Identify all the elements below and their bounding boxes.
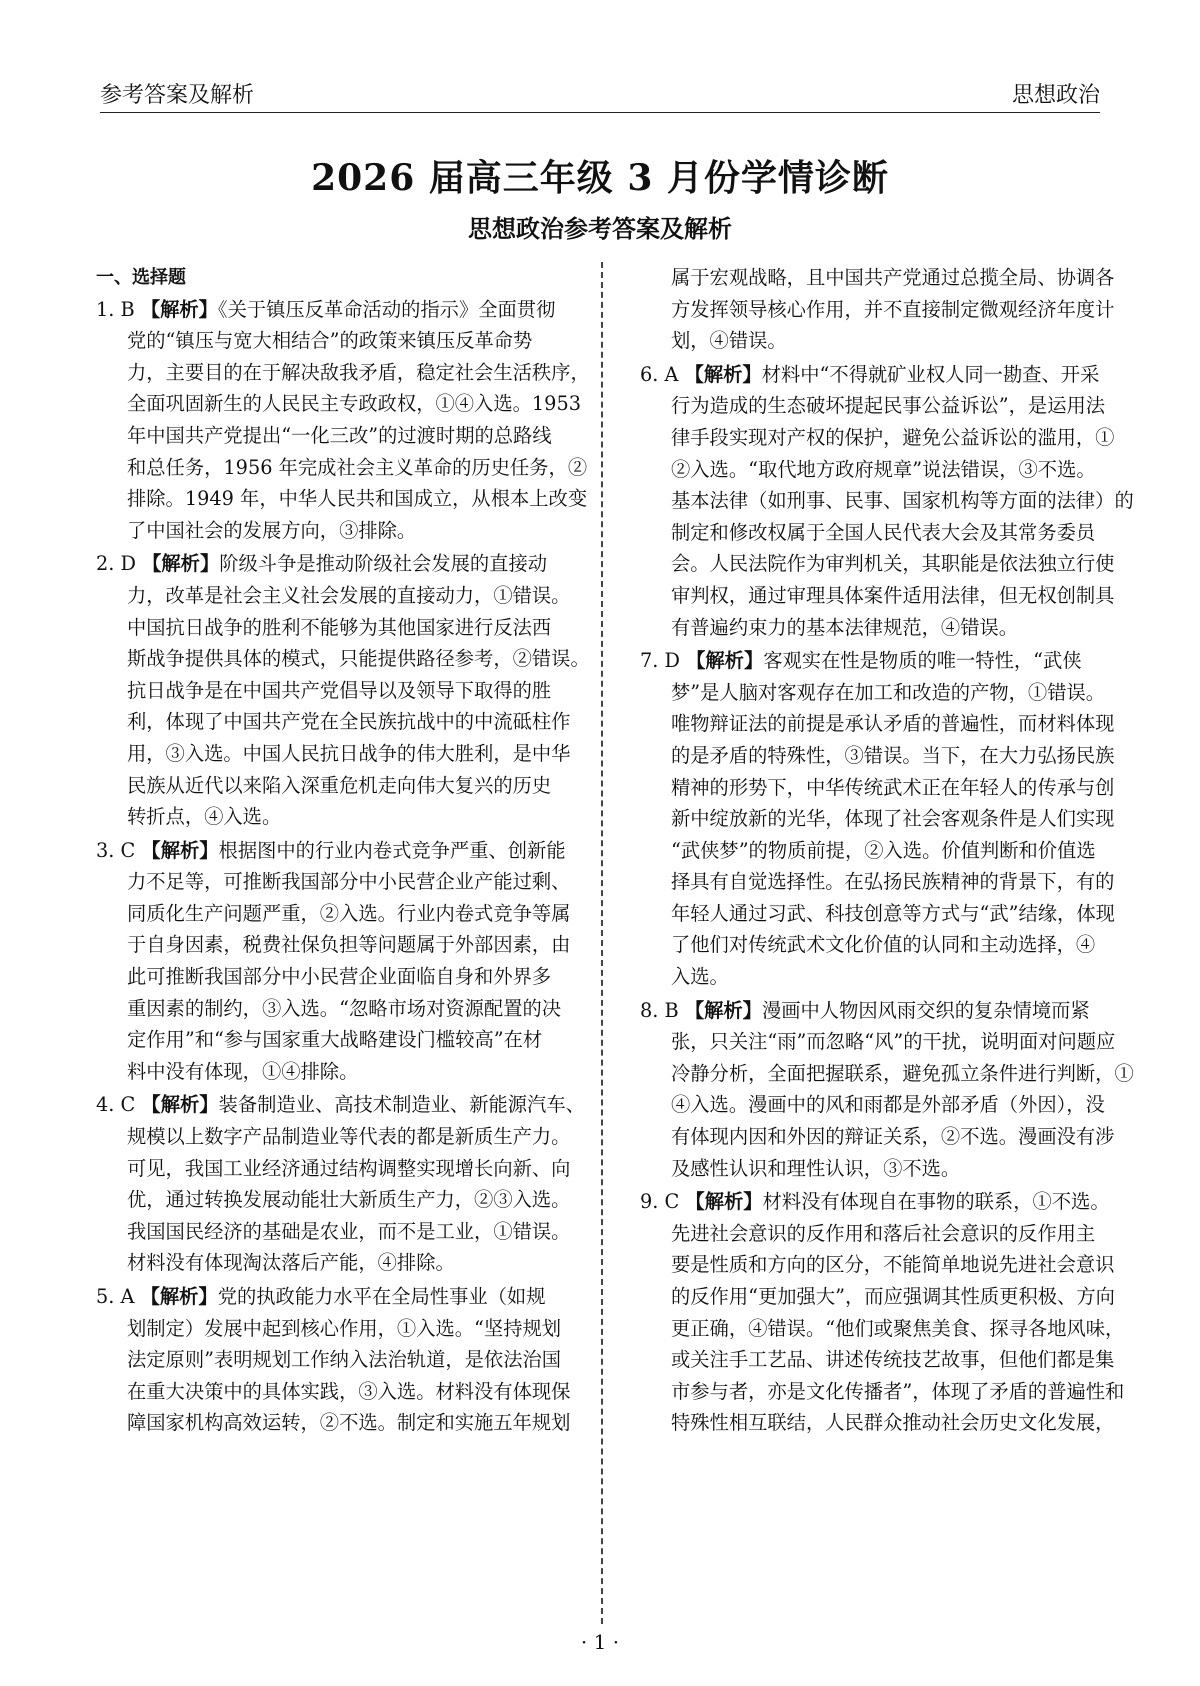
answer-line: 用，③入选。中国人民抗日战争的伟大胜利，是中华 (127, 741, 571, 765)
analysis-tag: 【解析】 (686, 649, 764, 673)
answer-line: 党的“镇压与宽大相结合”的政策来镇压反革命势 (127, 329, 533, 353)
answer-line: 市参与者，亦是文化传播者”，体现了矛盾的普遍性和 (671, 1379, 1125, 1403)
answer-line: 于自身因素，税费社保负担等问题属于外部因素，由 (127, 933, 571, 957)
answer-line: 会。人民法院作为审判机关，其职能是依法独立行使 (671, 552, 1115, 576)
answer-line (640, 1186, 1132, 1218)
answer-number: 9. C (640, 1190, 686, 1214)
running-header-right: 思想政治 (1011, 83, 1100, 108)
continued-answer (640, 262, 1132, 357)
answer-line: 排除。1949 年，中华人民共和国成立，从根本上改变 (127, 487, 588, 511)
answer-line: 利，体现了中国共产党在全民族抗战中的中流砥柱作 (127, 710, 571, 734)
answer-number: 4. C (96, 1093, 142, 1117)
answer-line: 新中绽放新的光华，体现了社会客观条件是人们实现 (671, 807, 1115, 831)
answer-number: 2. D (96, 552, 143, 576)
answer-line: 冷静分析，全面把握联系，避免孤立条件进行判断，① (671, 1061, 1134, 1085)
answer-line: 划制定）发展中起到核心作用，①入选。“坚持规划 (127, 1316, 562, 1340)
answer-line: 此可推断我国部分中小民营企业面临自身和外界多 (127, 965, 552, 989)
answer-line: 力不足等，可推断我国部分中小民营企业产能过剩、 (127, 870, 571, 894)
answer-line: ④入选。漫画中的风和雨都是外部矛盾（外因），没 (671, 1093, 1105, 1117)
answer-line: 了中国社会的发展方向，③排除。 (127, 518, 417, 542)
answer-item (640, 1186, 1132, 1439)
page-title: 2026 届高三年级 3 月份学情诊断 (311, 157, 889, 199)
answer-line: 材料没有体现淘汰落后产能，④排除。 (127, 1251, 455, 1275)
left-column (96, 262, 588, 1441)
answer-item (96, 1281, 588, 1439)
answer-line: 律手段实现对产权的保护，避免公益诉讼的滥用，① (671, 425, 1115, 449)
answer-line: 可见，我国工业经济通过结构调整实现增长向新、向 (127, 1156, 571, 1180)
answer-line: 力，主要目的在于解决敌我矛盾，稳定社会生活秩序， (127, 360, 590, 384)
answer-line: 年中国共产党提出“一化三改”的过渡时期的总路线 (127, 423, 552, 447)
answer-text: 《关于镇压反革命活动的指示》全面贯彻 (217, 297, 556, 321)
header-rule (100, 112, 1100, 113)
answer-item (96, 835, 588, 1088)
answer-line: 唯物辩证法的前提是承认矛盾的普遍性，而材料体现 (671, 712, 1115, 736)
answer-item (640, 359, 1132, 643)
answer-line: 障国家机构高效运转，②不选。制定和实施五年规划 (127, 1411, 571, 1435)
page-number: · 1 · (580, 1630, 620, 1654)
answer-line: 先进社会意识的反作用和落后社会意识的反作用主 (671, 1221, 1096, 1245)
answer-line: 特殊性相互联结，人民群众推动社会历史文化发展， (671, 1411, 1115, 1435)
answer-line: 要是性质和方向的区分，不能简单地说先进社会意识 (671, 1253, 1115, 1277)
answer-line: 年轻人通过习武、科技创意等方式与“武”结缘，体现 (671, 901, 1115, 925)
answer-line: 择具有自觉选择性。在弘扬民族精神的背景下，有的 (671, 870, 1115, 894)
answer-line: 的反作用“更加强大”，而应强调其性质更积极、方向 (671, 1285, 1115, 1308)
answer-line: 审判权，通过审理具体案件适用法律，但无权创制具 (671, 583, 1115, 607)
page-subtitle: 思想政治参考答案及解析 (468, 215, 732, 243)
answer-line: 精神的形势下，中华传统武术正在年轻人的传承与创 (671, 775, 1115, 799)
answer-number: 1. B (96, 297, 141, 321)
answer-line (640, 645, 1132, 677)
answer-line: 全面巩固新生的人民民主专政政权，①④入选。1953 (127, 392, 581, 416)
answer-line: 更正确，④错误。“他们或聚焦美食、探寻各地风味， (671, 1316, 1125, 1340)
right-answer-list (640, 359, 1132, 1439)
right-column (640, 262, 1132, 1441)
analysis-tag: 【解析】 (141, 838, 219, 862)
answer-line: 或关注手工艺品、讲述传统技艺故事，但他们都是集 (671, 1348, 1115, 1372)
answer-line: 基本法律（如刑事、民事、国家机构等方面的法律）的 (671, 489, 1134, 513)
answer-line: 转折点，④入选。 (127, 805, 282, 829)
answer-line: 有体现内因和外因的辩证关系，②不选。漫画没有涉 (671, 1125, 1115, 1149)
analysis-tag: 【解析】 (140, 297, 218, 321)
column-divider (601, 262, 603, 1624)
answer-line (640, 995, 1132, 1027)
answer-line: 我国国民经济的基础是农业，而不是工业，①错误。 (127, 1219, 571, 1243)
answer-line: 民族从近代以来陷入深重危机走向伟大复兴的历史 (127, 773, 552, 797)
answer-text: 材料中“不得就矿业权人同一勘查、开采 (761, 362, 1100, 386)
answer-line: “武侠梦”的物质前提，②入选。价值判断和价值选 (671, 838, 1096, 862)
answer-line (96, 1089, 588, 1121)
answer-line (96, 835, 588, 867)
answer-line: 力，改革是社会主义社会发展的直接动力，①错误。 (127, 583, 571, 607)
left-answer-list (96, 294, 588, 1439)
analysis-tag: 【解析】 (141, 1093, 219, 1117)
answer-line: ②入选。“取代地方政府规章”说法错误，③不选。 (671, 457, 1096, 481)
answer-line: 规模以上数字产品制造业等代表的都是新质生产力。 (127, 1125, 571, 1149)
analysis-tag: 【解析】 (140, 1285, 218, 1308)
answer-text: 党的执政能力水平在全局性事业（如规 (217, 1285, 546, 1308)
answer-line: 中国抗日战争的胜利不能够为其他国家进行反法西 (127, 615, 552, 639)
answer-line: 同质化生产问题严重，②入选。行业内卷式竞争等属 (127, 901, 571, 925)
answer-line: 了他们对传统武术文化价值的认同和主动选择，④ (671, 933, 1096, 957)
answer-text: 客观实在性是物质的唯一特性，“武侠 (763, 649, 1082, 673)
answer-line: 的是矛盾的特殊性，③错误。当下，在大力弘扬民族 (671, 743, 1115, 767)
answer-text: 漫画中人物因风雨交织的复杂情境而紧 (761, 998, 1090, 1022)
answer-item (96, 1089, 588, 1279)
section-heading: 一、选择题 (96, 267, 186, 288)
answer-text: 材料没有体现自在事物的联系，①不选。 (762, 1190, 1110, 1214)
answer-text: 阶级斗争是推动阶级社会发展的直接动 (219, 552, 548, 576)
answer-line: 优，通过转换发展动能壮大新质生产力，②③入选。 (127, 1188, 571, 1212)
analysis-tag: 【解析】 (142, 552, 220, 576)
answer-line: 有普遍约束力的基本法律规范，④错误。 (671, 615, 1019, 639)
answer-number: 6. A (640, 362, 685, 386)
answer-number: 5. A (96, 1285, 141, 1308)
answer-item (96, 294, 588, 547)
answer-number: 8. B (640, 998, 685, 1022)
answer-line: 斯战争提供具体的模式，只能提供路径参考，②错误。 (127, 647, 590, 671)
answer-line: 定作用”和“参与国家重大战略建设门槛较高”在材 (127, 1028, 543, 1052)
answer-number: 3. C (96, 838, 142, 862)
answer-line: 及感性认识和理性认识，③不选。 (671, 1156, 961, 1180)
answer-line (96, 294, 588, 326)
answer-line: 行为造成的生态破坏提起民事公益诉讼”，是运用法 (671, 394, 1106, 418)
answer-line: 属于宏观战略，且中国共产党通过总揽全局、协调各 (671, 266, 1115, 289)
answer-item (640, 995, 1132, 1185)
answer-line (96, 1281, 588, 1313)
answer-line: 重因素的制约，③入选。“忽略市场对资源配置的决 (127, 996, 562, 1020)
answer-line: 张，只关注“雨”而忽略“风”的干扰，说明面对问题应 (671, 1030, 1116, 1054)
answer-item (640, 645, 1132, 993)
analysis-tag: 【解析】 (684, 998, 762, 1022)
answer-text: 装备制造业、高技术制造业、新能源汽车、 (218, 1093, 585, 1117)
answer-number: 7. D (640, 649, 687, 673)
analysis-tag: 【解析】 (685, 1190, 763, 1214)
answer-line: 梦”是人脑对客观存在加工和改造的产物，①错误。 (671, 680, 1106, 704)
answer-line: 法定原则”表明规划工作纳入法治轨道，是依法治国 (127, 1348, 562, 1372)
answer-line: 和总任务，1956 年完成社会主义革命的历史任务，② (127, 455, 588, 479)
answer-line: 在重大决策中的具体实践，③入选。材料没有体现保 (127, 1379, 571, 1403)
running-header-left: 参考答案及解析 (100, 83, 255, 108)
answer-line: 抗日战争是在中国共产党倡导以及领导下取得的胜 (127, 678, 552, 702)
answer-line: 入选。 (671, 965, 729, 989)
analysis-tag: 【解析】 (684, 362, 762, 386)
answer-line: 制定和修改权属于全国人民代表大会及其常务委员 (671, 520, 1096, 544)
answer-line: 料中没有体现，①④排除。 (127, 1059, 359, 1083)
answer-text: 根据图中的行业内卷式竞争严重、创新能 (218, 838, 566, 862)
answer-line (96, 548, 588, 580)
answer-item (96, 548, 588, 832)
answer-line: 划，④错误。 (671, 329, 787, 353)
answer-line: 方发挥领导核心作用，并不直接制定微观经济年度计 (671, 297, 1115, 321)
answer-line (640, 359, 1132, 391)
